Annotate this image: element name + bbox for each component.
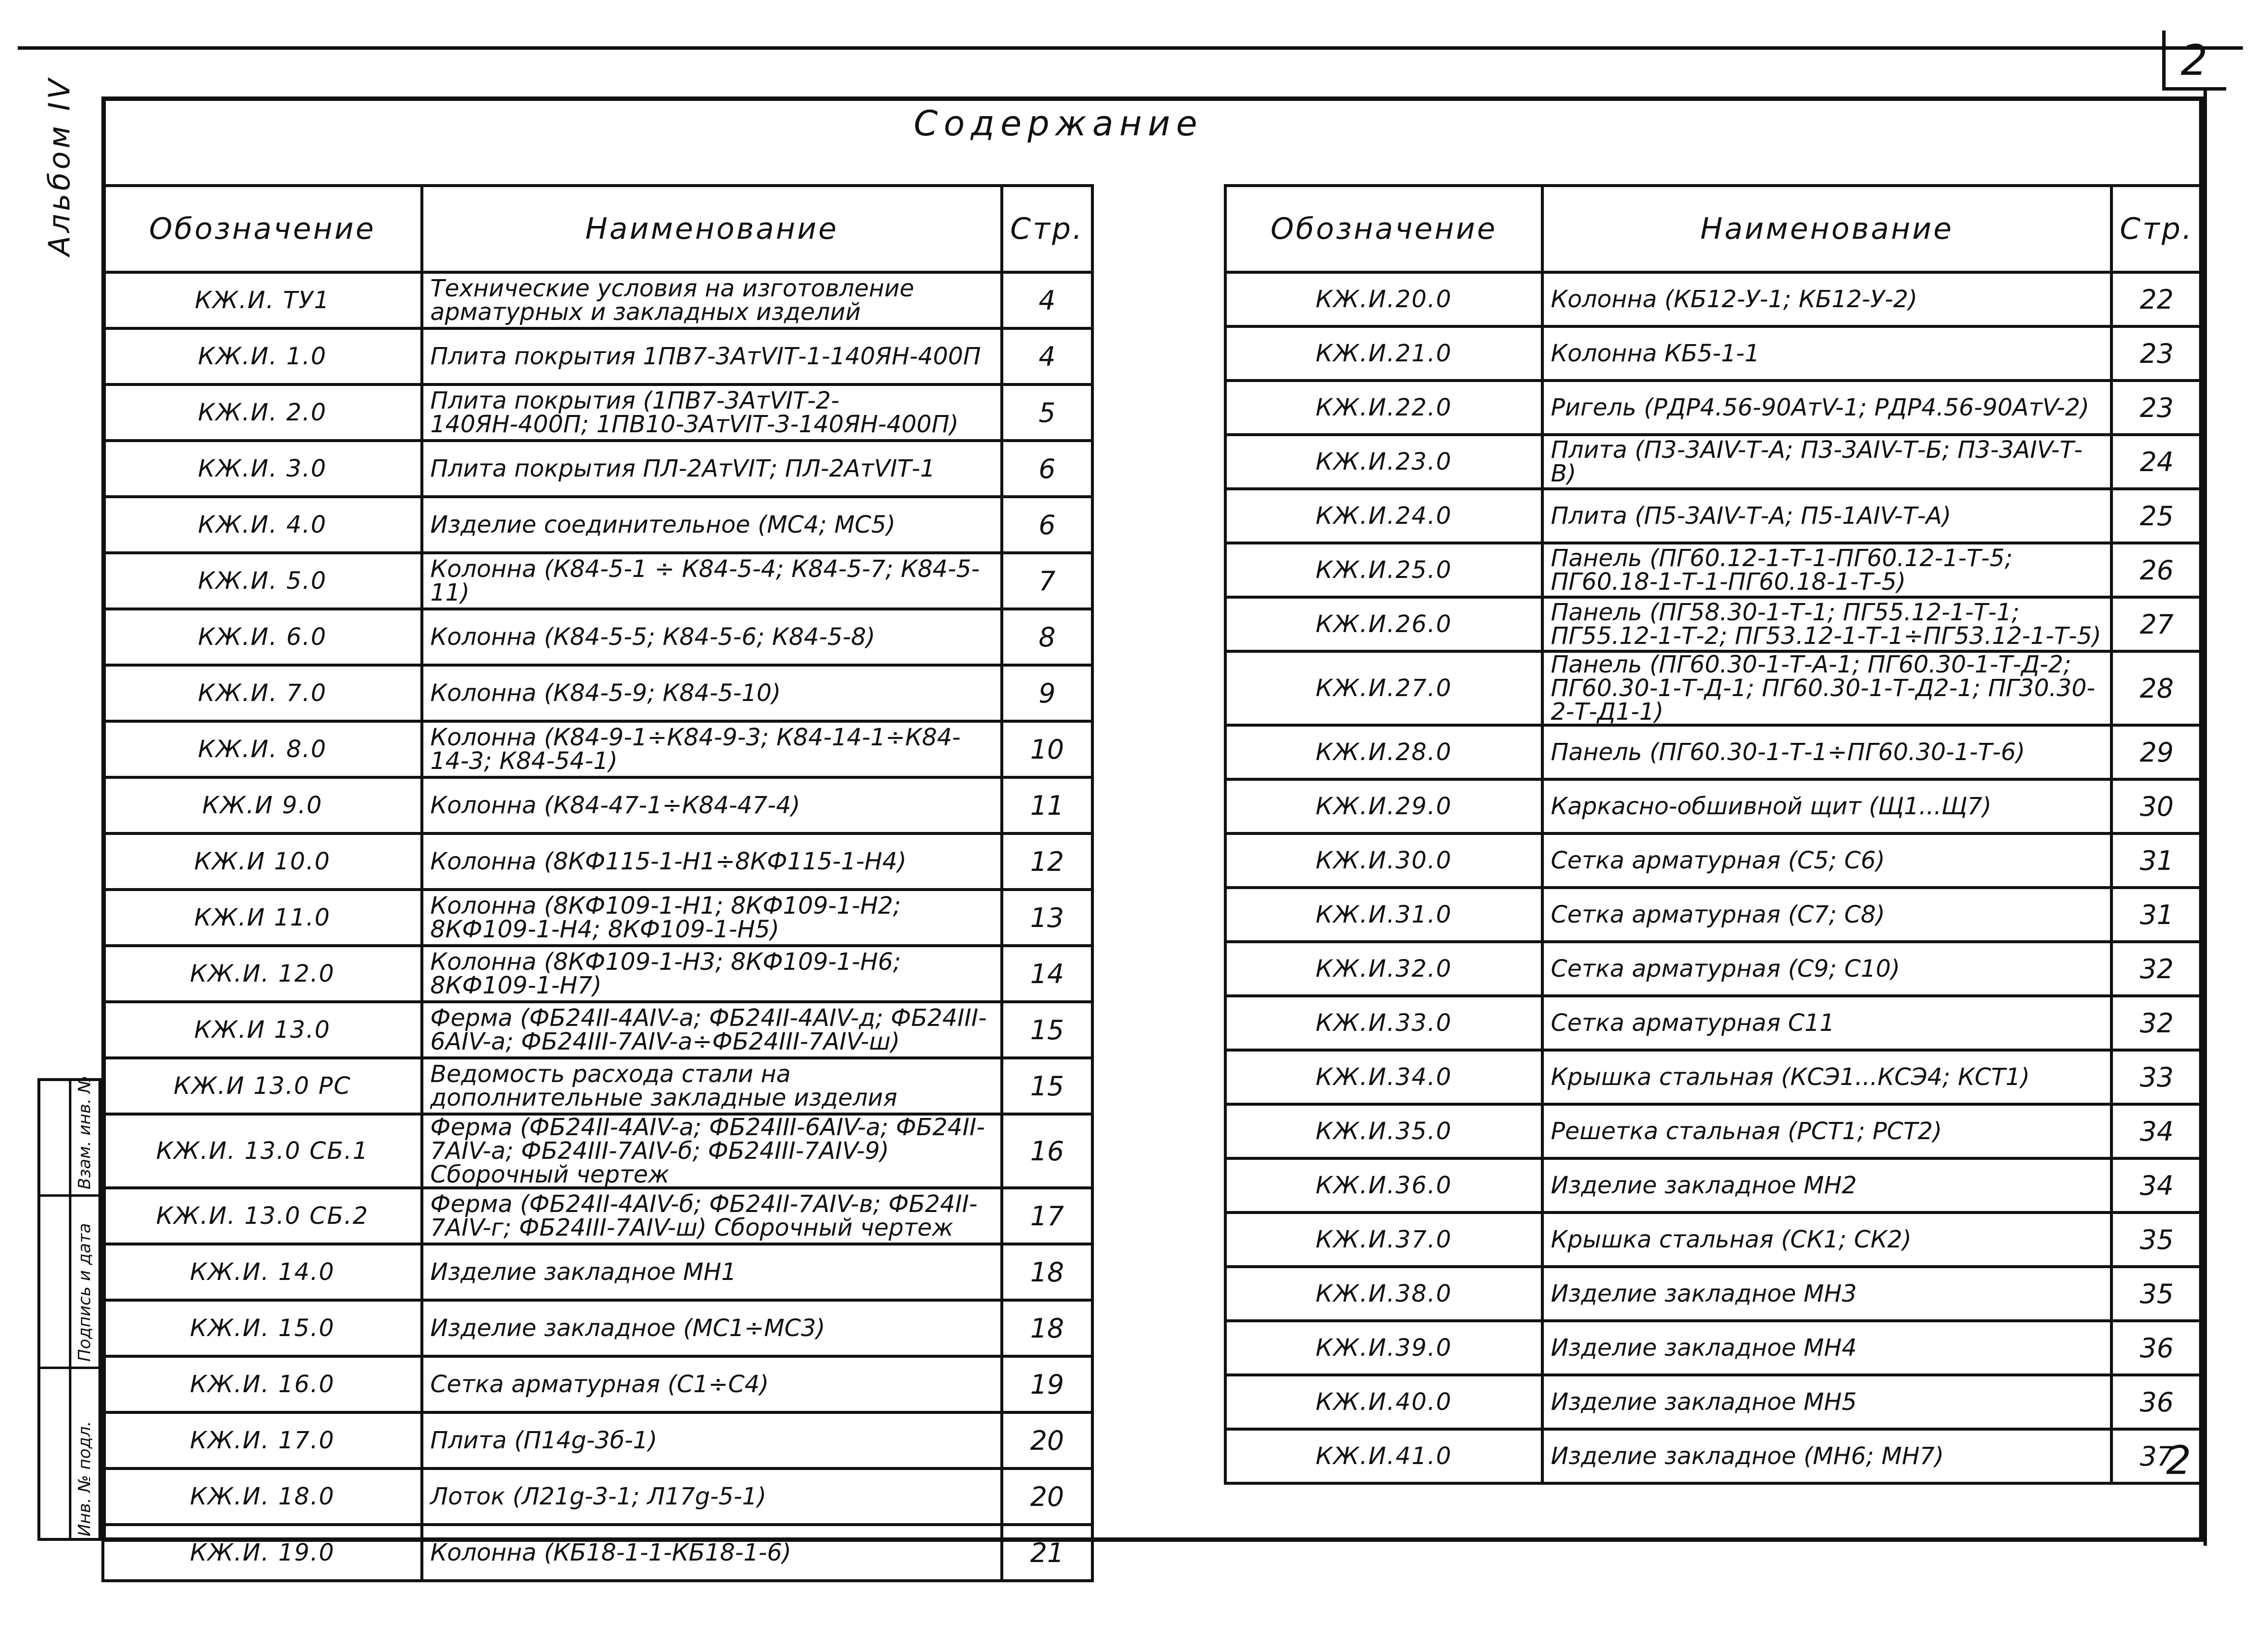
table-row — [103, 272, 1092, 328]
table-row — [103, 1412, 1092, 1468]
row-code: КЖ.И 13.0 — [103, 1002, 422, 1058]
row-code: КЖ.И. 13.0 СБ.2 — [103, 1188, 422, 1244]
album-label: Альбом IV — [42, 76, 77, 256]
table-row — [103, 609, 1092, 665]
row-name: Изделие закладное МН5 — [1542, 1375, 2111, 1429]
column-header-code: Обозначение — [103, 186, 422, 272]
row-code: КЖ.И.38.0 — [1225, 1267, 1542, 1321]
row-name: Колонна (8КФ109-1-Н1; 8КФ109-1-Н2; 8КФ109-1-Н4; 8КФ109-1-Н5) — [422, 890, 1002, 946]
row-page: 17 — [1002, 1188, 1092, 1244]
table-row — [103, 1356, 1092, 1412]
row-code: КЖ.И 10.0 — [103, 833, 422, 890]
table-row — [103, 1114, 1092, 1188]
column-header-page: Стр. — [1002, 186, 1092, 272]
table-row — [1225, 1158, 2202, 1213]
row-code: КЖ.И.21.0 — [1225, 326, 1542, 381]
row-code: КЖ.И. ТУ1 — [103, 272, 422, 328]
row-name: Панель (ПГ60.30-1-Т-1÷ПГ60.30-1-Т-6) — [1542, 725, 2111, 779]
row-name: Плита покрытия 1ПВ7-3АтVIТ-1-140ЯН-400П — [422, 328, 1002, 384]
table-row — [1225, 833, 2202, 888]
row-page: 21 — [1002, 1525, 1092, 1581]
row-name: Сетка арматурная (С5; С6) — [1542, 833, 2111, 888]
row-code: КЖ.И.34.0 — [1225, 1050, 1542, 1104]
row-name: Технические условия на изготовление арматурных и закладных изделий — [422, 272, 1002, 328]
column-header-code: Обозначение — [1225, 186, 1542, 272]
table-row — [103, 1058, 1092, 1114]
row-page: 33 — [2111, 1050, 2202, 1104]
stamp-divider — [40, 1194, 98, 1197]
table-row — [1225, 272, 2202, 326]
row-code: КЖ.И.30.0 — [1225, 833, 1542, 888]
row-page: 23 — [2111, 326, 2202, 381]
table-header-row — [103, 186, 1092, 272]
row-name: Решетка стальная (РСТ1; РСТ2) — [1542, 1104, 2111, 1158]
table-row — [103, 384, 1092, 441]
stamp-label: Взам. инв. № — [75, 1076, 95, 1189]
row-name: Сетка арматурная (С9; С10) — [1542, 942, 2111, 996]
row-page: 23 — [2111, 381, 2202, 435]
row-code: КЖ.И 13.0 РС — [103, 1058, 422, 1114]
table-row — [103, 1300, 1092, 1356]
row-code: КЖ.И.36.0 — [1225, 1158, 1542, 1213]
table-row — [1225, 489, 2202, 543]
row-code: КЖ.И.35.0 — [1225, 1104, 1542, 1158]
row-name: Лоток (Л21g-3-1; Л17g-5-1) — [422, 1468, 1002, 1525]
row-code: КЖ.И. 16.0 — [103, 1356, 422, 1412]
row-code: КЖ.И. 18.0 — [103, 1468, 422, 1525]
row-page: 25 — [2111, 489, 2202, 543]
row-page: 13 — [1002, 890, 1092, 946]
row-page: 9 — [1002, 665, 1092, 721]
row-page: 31 — [2111, 833, 2202, 888]
table-row — [103, 946, 1092, 1002]
table-row — [103, 553, 1092, 609]
row-page: 18 — [1002, 1300, 1092, 1356]
row-name: Изделие закладное МН1 — [422, 1244, 1002, 1300]
row-code: КЖ.И. 7.0 — [103, 665, 422, 721]
row-page: 36 — [2111, 1321, 2202, 1375]
contents-table-right — [1224, 184, 2204, 1485]
row-page: 20 — [1002, 1412, 1092, 1468]
row-code: КЖ.И. 8.0 — [103, 721, 422, 777]
row-name: Изделие закладное (МС1÷МС3) — [422, 1300, 1002, 1356]
table-row — [103, 1244, 1092, 1300]
row-code: КЖ.И. 14.0 — [103, 1244, 422, 1300]
row-page: 34 — [2111, 1158, 2202, 1213]
stamp-divider — [40, 1367, 98, 1369]
row-code: КЖ.И. 3.0 — [103, 441, 422, 497]
row-name: Ферма (ФБ24II-4АIV-а; ФБ24II-4АIV-д; ФБ24III-6АIV-а; ФБ24III-7АIV-а÷ФБ24III-7АIV-ш) — [422, 1002, 1002, 1058]
row-page: 22 — [2111, 272, 2202, 326]
table-header-row — [1225, 186, 2202, 272]
row-page: 36 — [2111, 1375, 2202, 1429]
row-page: 8 — [1002, 609, 1092, 665]
column-header-name: Наименование — [1542, 186, 2111, 272]
table-row — [103, 328, 1092, 384]
row-name: Ригель (РДР4.56-90АтV-1; РДР4.56-90АтV-2) — [1542, 381, 2111, 435]
row-code: КЖ.И.23.0 — [1225, 435, 1542, 489]
row-page: 31 — [2111, 888, 2202, 942]
table-row — [1225, 435, 2202, 489]
row-page: 34 — [2111, 1104, 2202, 1158]
row-page: 37 — [2111, 1429, 2202, 1483]
row-page: 27 — [2111, 597, 2202, 651]
contents-table-left — [101, 184, 1094, 1582]
row-code: КЖ.И 9.0 — [103, 777, 422, 833]
row-code: КЖ.И. 4.0 — [103, 497, 422, 553]
row-name: Ферма (ФБ24II-4АIV-б; ФБ24II-7АIV-в; ФБ24II-7АIV-г; ФБ24III-7АIV-ш) Сборочный чертеж — [422, 1188, 1002, 1244]
row-page: 18 — [1002, 1244, 1092, 1300]
row-name: Изделие закладное (МН6; МН7) — [1542, 1429, 2111, 1483]
table-row — [103, 1468, 1092, 1525]
row-code: КЖ.И. 13.0 СБ.1 — [103, 1114, 422, 1188]
stamp-divider — [69, 1081, 71, 1538]
row-name: Плита покрытия (1ПВ7-3АтVIТ-2-140ЯН-400П; 1ПВ10-3АтVIТ-3-140ЯН-400П) — [422, 384, 1002, 441]
row-code: КЖ.И.40.0 — [1225, 1375, 1542, 1429]
row-page: 16 — [1002, 1114, 1092, 1188]
row-code: КЖ.И.39.0 — [1225, 1321, 1542, 1375]
table-row — [1225, 942, 2202, 996]
row-name: Изделие закладное МН2 — [1542, 1158, 2111, 1213]
row-code: КЖ.И.28.0 — [1225, 725, 1542, 779]
sheet-number: 2 — [2180, 36, 2208, 85]
row-page: 29 — [2111, 725, 2202, 779]
row-page: 12 — [1002, 833, 1092, 890]
row-page: 14 — [1002, 946, 1092, 1002]
table-row — [1225, 1213, 2202, 1267]
contents-left-body — [103, 272, 1092, 1581]
row-code: КЖ.И.33.0 — [1225, 996, 1542, 1050]
table-row — [103, 721, 1092, 777]
row-page: 15 — [1002, 1002, 1092, 1058]
row-name: Колонна (К84-5-1 ÷ К84-5-4; К84-5-7; К84-5-11) — [422, 553, 1002, 609]
footer-page-number: 2 — [2166, 1437, 2191, 1483]
row-page: 11 — [1002, 777, 1092, 833]
row-code: КЖ.И.24.0 — [1225, 489, 1542, 543]
table-row — [1225, 1267, 2202, 1321]
table-row — [1225, 381, 2202, 435]
row-page: 32 — [2111, 996, 2202, 1050]
row-page: 20 — [1002, 1468, 1092, 1525]
table-row — [1225, 1429, 2202, 1483]
row-code: КЖ.И 11.0 — [103, 890, 422, 946]
row-name: Ведомость расхода стали на дополнительные закладные изделия — [422, 1058, 1002, 1114]
row-name: Панель (ПГ58.30-1-Т-1; ПГ55.12-1-Т-1; ПГ55.12-1-Т-2; ПГ53.12-1-Т-1÷ПГ53.12-1-Т-5) — [1542, 597, 2111, 651]
row-code: КЖ.И.20.0 — [1225, 272, 1542, 326]
row-name: Сетка арматурная (С7; С8) — [1542, 888, 2111, 942]
row-code: КЖ.И. 12.0 — [103, 946, 422, 1002]
row-code: КЖ.И.41.0 — [1225, 1429, 1542, 1483]
row-code: КЖ.И.27.0 — [1225, 651, 1542, 725]
row-name: Плита (П5-3АIV-Т-А; П5-1АIV-Т-А) — [1542, 489, 2111, 543]
row-code: КЖ.И.32.0 — [1225, 942, 1542, 996]
table-row — [1225, 543, 2202, 597]
stamp-label: Инв. № подл. — [75, 1421, 95, 1536]
table-row — [103, 1188, 1092, 1244]
table-row — [103, 497, 1092, 553]
row-page: 5 — [1002, 384, 1092, 441]
row-name: Колонна КБ5-1-1 — [1542, 326, 2111, 381]
row-name: Колонна (8КФ109-1-Н3; 8КФ109-1-Н6; 8КФ109-1-Н7) — [422, 946, 1002, 1002]
contents-right-body — [1225, 272, 2202, 1483]
page-title: Содержание — [914, 103, 1203, 144]
column-header-page: Стр. — [2111, 186, 2202, 272]
table-row — [1225, 779, 2202, 833]
row-page: 19 — [1002, 1356, 1092, 1412]
row-page: 7 — [1002, 553, 1092, 609]
row-page: 4 — [1002, 272, 1092, 328]
table-row — [103, 1525, 1092, 1581]
row-name: Колонна (К84-5-5; К84-5-6; К84-5-8) — [422, 609, 1002, 665]
row-code: КЖ.И.22.0 — [1225, 381, 1542, 435]
table-row — [1225, 725, 2202, 779]
table-row — [1225, 326, 2202, 381]
row-name: Крышка стальная (КСЭ1...КСЭ4; КСТ1) — [1542, 1050, 2111, 1104]
table-row — [1225, 1050, 2202, 1104]
sheet-top-line — [18, 46, 2243, 50]
row-name: Панель (ПГ60.30-1-Т-А-1; ПГ60.30-1-Т-Д-2; ПГ60.30-1-Т-Д-1; ПГ60.30-1-Т-Д2-1; ПГ30.30-2-Т-Д1-1) — [1542, 651, 2111, 725]
row-name: Изделие закладное МН4 — [1542, 1321, 2111, 1375]
table-row — [103, 441, 1092, 497]
frame-right-rail — [2204, 89, 2207, 1546]
table-row — [1225, 888, 2202, 942]
row-page: 35 — [2111, 1267, 2202, 1321]
row-page: 26 — [2111, 543, 2202, 597]
row-name: Ферма (ФБ24II-4АIV-а; ФБ24III-6АIV-а; ФБ24II-7АIV-а; ФБ24III-7АIV-б; ФБ24III-7АIV-9) Сборочный чертеж — [422, 1114, 1002, 1188]
row-page: 15 — [1002, 1058, 1092, 1114]
row-name: Колонна (К84-47-1÷К84-47-4) — [422, 777, 1002, 833]
row-code: КЖ.И. 6.0 — [103, 609, 422, 665]
table-row — [1225, 1104, 2202, 1158]
row-name: Крышка стальная (СК1; СК2) — [1542, 1213, 2111, 1267]
row-name: Каркасно-обшивной щит (Щ1...Щ7) — [1542, 779, 2111, 833]
stamp-label: Подпись и дата — [75, 1223, 95, 1362]
row-page: 30 — [2111, 779, 2202, 833]
row-code: КЖ.И.25.0 — [1225, 543, 1542, 597]
row-page: 6 — [1002, 497, 1092, 553]
row-code: КЖ.И.29.0 — [1225, 779, 1542, 833]
row-code: КЖ.И. 15.0 — [103, 1300, 422, 1356]
row-name: Плита покрытия ПЛ-2АтVIТ; ПЛ-2АтVIТ-1 — [422, 441, 1002, 497]
row-name: Панель (ПГ60.12-1-Т-1-ПГ60.12-1-Т-5; ПГ60.18-1-Т-1-ПГ60.18-1-Т-5) — [1542, 543, 2111, 597]
row-page: 28 — [2111, 651, 2202, 725]
row-name: Сетка арматурная С11 — [1542, 996, 2111, 1050]
table-row — [103, 777, 1092, 833]
row-name: Колонна (8КФ115-1-Н1÷8КФ115-1-Н4) — [422, 833, 1002, 890]
column-header-name: Наименование — [422, 186, 1002, 272]
row-name: Изделие соединительное (МС4; МС5) — [422, 497, 1002, 553]
table-row — [1225, 651, 2202, 725]
row-name: Плита (П3-3АIV-Т-А; П3-3АIV-Т-Б; П3-3АIV-Т-В) — [1542, 435, 2111, 489]
side-stamp — [37, 1078, 101, 1541]
row-code: КЖ.И. 2.0 — [103, 384, 422, 441]
row-page: 32 — [2111, 942, 2202, 996]
row-name: Плита (П14g-3б-1) — [422, 1412, 1002, 1468]
table-row — [103, 665, 1092, 721]
row-code: КЖ.И.37.0 — [1225, 1213, 1542, 1267]
table-row — [103, 833, 1092, 890]
row-page: 10 — [1002, 721, 1092, 777]
row-page: 35 — [2111, 1213, 2202, 1267]
row-name: Сетка арматурная (С1÷С4) — [422, 1356, 1002, 1412]
row-page: 6 — [1002, 441, 1092, 497]
row-code: КЖ.И. 1.0 — [103, 328, 422, 384]
row-name: Колонна (КБ12-У-1; КБ12-У-2) — [1542, 272, 2111, 326]
row-code: КЖ.И.26.0 — [1225, 597, 1542, 651]
row-name: Колонна (К84-5-9; К84-5-10) — [422, 665, 1002, 721]
row-code: КЖ.И. 17.0 — [103, 1412, 422, 1468]
table-row — [103, 1002, 1092, 1058]
table-row — [103, 890, 1092, 946]
row-name: Изделие закладное МН3 — [1542, 1267, 2111, 1321]
row-code: КЖ.И.31.0 — [1225, 888, 1542, 942]
row-code: КЖ.И. 5.0 — [103, 553, 422, 609]
table-row — [1225, 597, 2202, 651]
row-page: 4 — [1002, 328, 1092, 384]
row-page: 24 — [2111, 435, 2202, 489]
row-name: Колонна (КБ18-1-1-КБ18-1-6) — [422, 1525, 1002, 1581]
row-code: КЖ.И. 19.0 — [103, 1525, 422, 1581]
table-row — [1225, 1321, 2202, 1375]
table-row — [1225, 1375, 2202, 1429]
table-row — [1225, 996, 2202, 1050]
row-name: Колонна (К84-9-1÷К84-9-3; К84-14-1÷К84-14-3; К84-54-1) — [422, 721, 1002, 777]
